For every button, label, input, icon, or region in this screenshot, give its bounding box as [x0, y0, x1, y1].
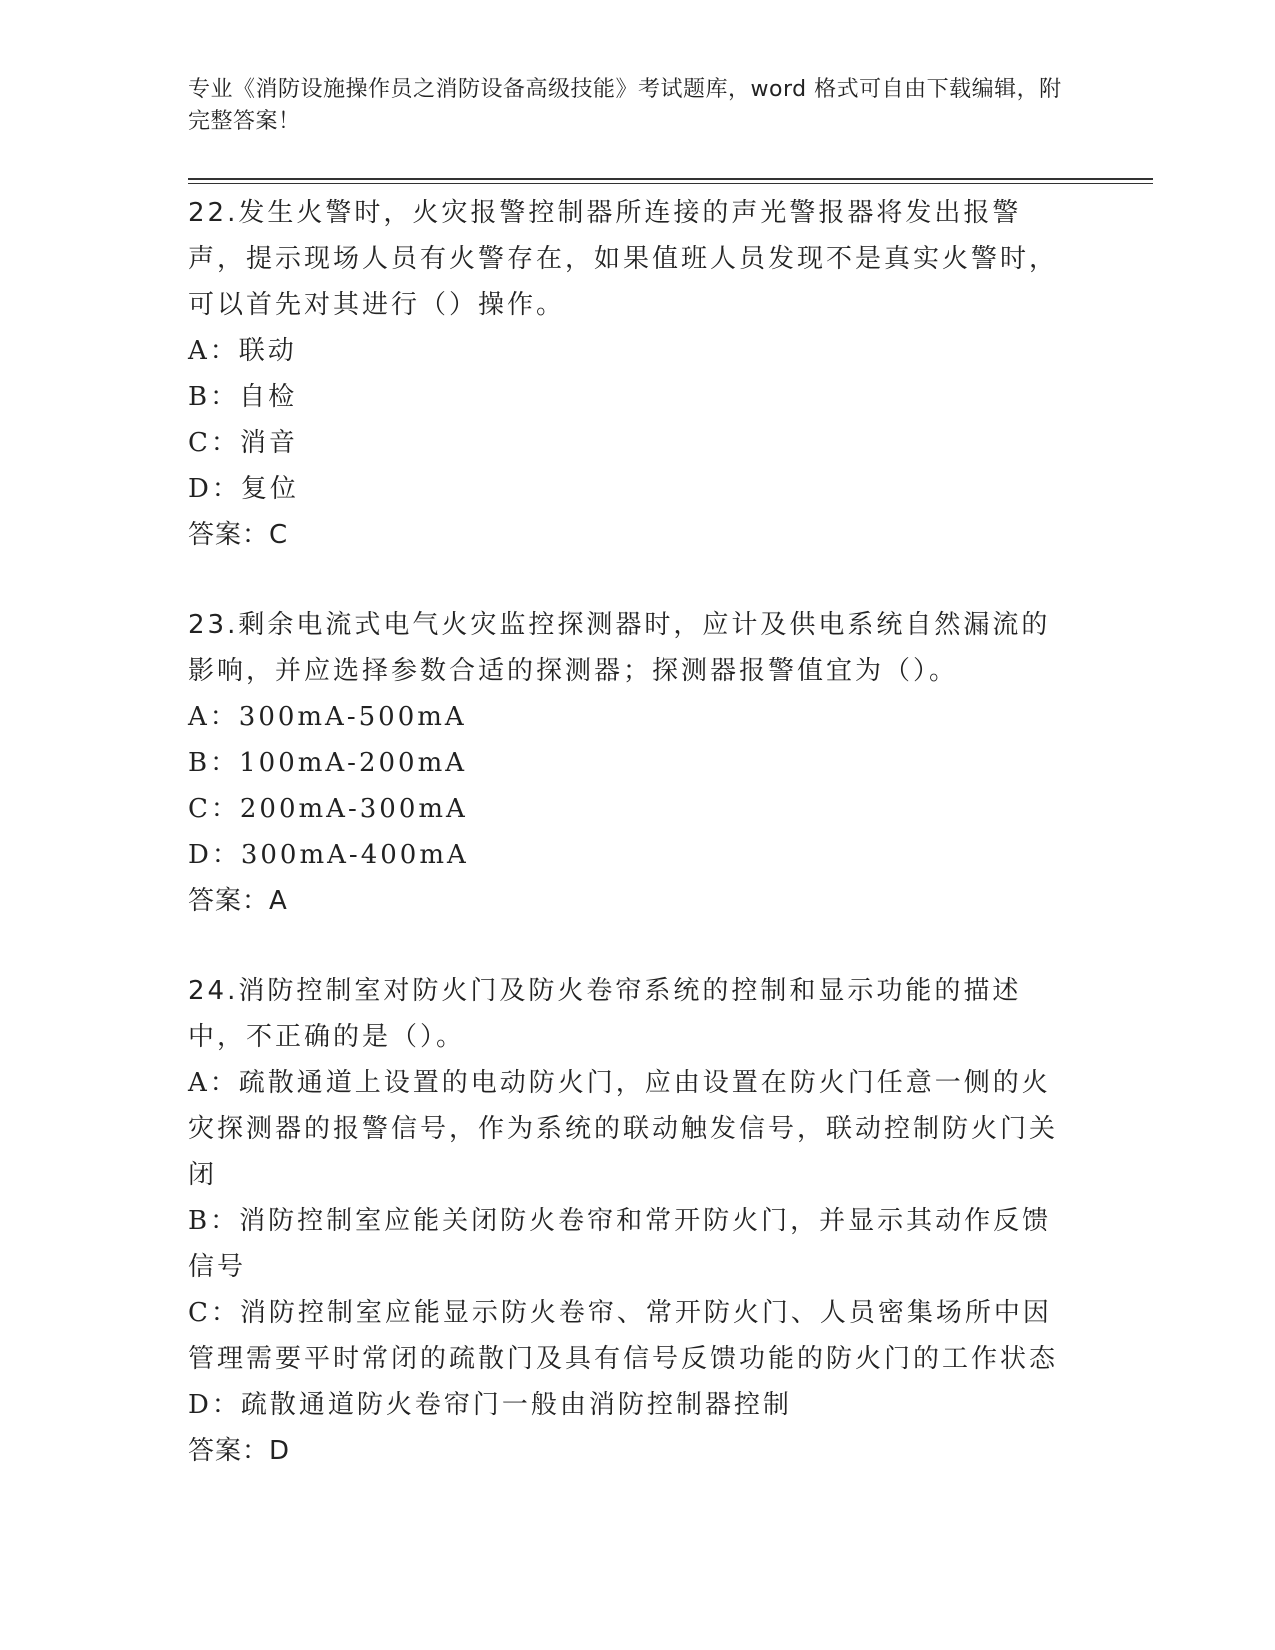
question-list [188, 190, 1078, 1474]
question-stem: 24.消防控制室对防火门及防火卷帘系统的控制和显示功能的描述中，不正确的是（）。 [188, 976, 1022, 1052]
option-b: B：100mA-200mA [188, 748, 468, 778]
option-a: A：联动 [188, 336, 297, 366]
question-block-22 [188, 190, 1078, 558]
answer: 答案：A [188, 886, 288, 916]
option-d: D：300mA-400mA [188, 840, 469, 870]
option-c: C：消防控制室应能显示防火卷帘、常开防火门、人员密集场所中因管理需要平时常闭的疏散门及具有信号反馈功能的防火门的工作状态 [188, 1298, 1059, 1374]
question-stem: 22.发生火警时，火灾报警控制器所连接的声光警报器将发出报警声，提示现场人员有火警存在，如果值班人员发现不是真实火警时，可以首先对其进行（）操作。 [188, 198, 1059, 320]
answer: 答案：C [188, 520, 289, 550]
option-a: A：300mA-500mA [188, 702, 467, 732]
option-c: C：200mA-300mA [188, 794, 468, 824]
question-block-23 [188, 602, 1078, 924]
question-spacer [188, 558, 1078, 602]
option-d: D：疏散通道防火卷帘门一般由消防控制器控制 [188, 1390, 792, 1420]
option-b: B：自检 [188, 382, 298, 412]
option-a: A：疏散通道上设置的电动防火门，应由设置在防火门任意一侧的火灾探测器的报警信号，作为系统的联动触发信号，联动控制防火门关闭 [188, 1068, 1059, 1190]
option-b: B：消防控制室应能关闭防火卷帘和常开防火门，并显示其动作反馈信号 [188, 1206, 1052, 1282]
answer: 答案：D [188, 1436, 291, 1466]
option-c: C：消音 [188, 428, 298, 458]
question-block-24 [188, 968, 1078, 1474]
header-rule-thick [188, 178, 1153, 180]
question-stem: 23.剩余电流式电气火灾监控探测器时，应计及供电系统自然漏流的影响，并应选择参数合适的探测器；探测器报警值宜为（）。 [188, 610, 1051, 686]
document-header: 专业《消防设施操作员之消防设备高级技能》考试题库，word 格式可自由下载编辑，附完整答案！ [188, 77, 1062, 134]
question-spacer [188, 924, 1078, 968]
header-rule-thin [188, 183, 1153, 184]
option-d: D：复位 [188, 474, 299, 504]
